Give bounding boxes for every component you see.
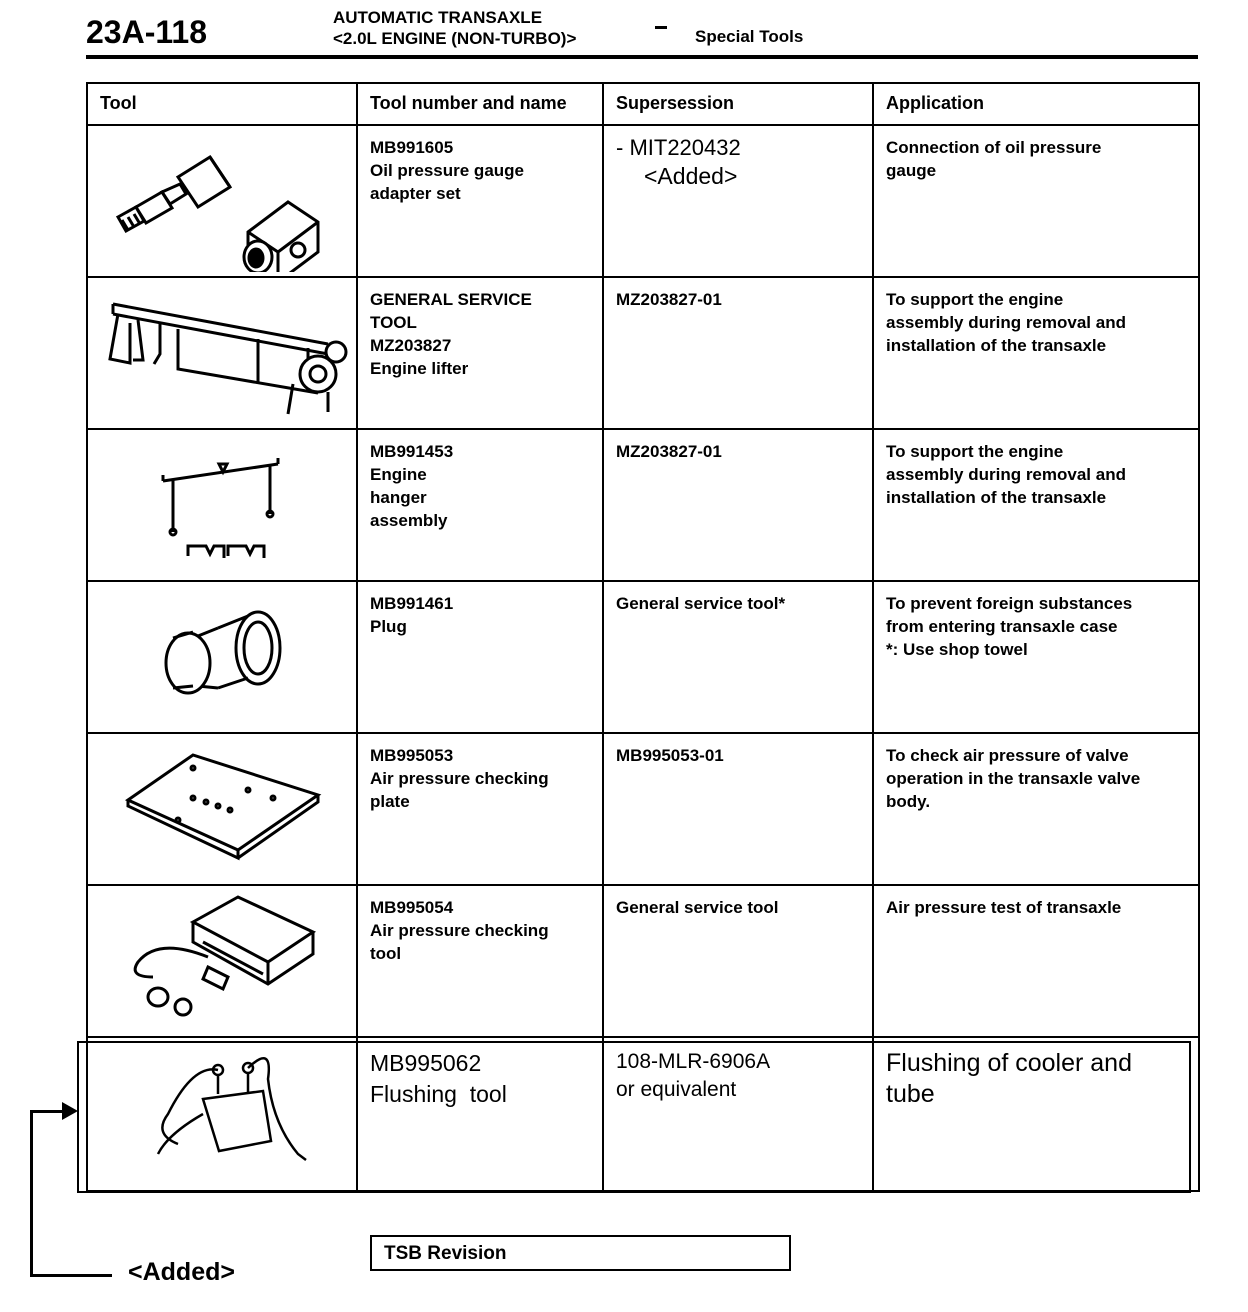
engine-lifter-illustration [98,284,348,424]
special-tools-table [86,82,1200,1192]
application-text: operation in the transaxle valve [886,769,1141,788]
tool-number-cell [357,885,603,1037]
supersession-value: General service tool [616,898,779,917]
application-cell [873,1037,1199,1191]
tool-number-cell [357,733,603,885]
supersession-cell [603,885,873,1037]
tool-image-cell [87,125,357,277]
engine-hanger-illustration [98,436,348,576]
supersession-cell [603,581,873,733]
application-cell [873,733,1199,885]
tool-name: GENERAL SERVICE [370,290,532,309]
application-text: assembly during removal and [886,313,1126,332]
tool-name: hanger [370,488,427,507]
tool-number-cell [357,125,603,277]
table-row [87,581,1199,733]
application-text: body. [886,792,931,811]
application-cell [873,581,1199,733]
air-pressure-plate-illustration [98,740,348,880]
tool-number-cell [357,277,603,429]
application-text: installation of the transaxle [886,336,1107,355]
table-row [87,125,1199,277]
tool-number-cell [357,1037,603,1191]
added-label: <Added> [128,1258,235,1286]
tool-image-cell [87,733,357,885]
tool-image-cell [87,581,357,733]
table-header-row [87,83,1199,125]
tool-name: TOOL [370,313,417,332]
plug-illustration [98,588,348,728]
tool-name: assembly [370,511,448,530]
table-row-added [87,1037,1199,1191]
table-row [87,277,1199,429]
page-number: 23A-118 [86,14,207,50]
application-text: Flushing of cooler and [886,1049,1132,1077]
supersession-cell [603,1037,873,1191]
supersession-value: General service tool* [616,594,786,613]
supersession-value: MB995053-01 [616,746,724,765]
application-text: To prevent foreign substances [886,594,1133,613]
tool-image-cell [87,277,357,429]
tool-number: MZ203827 [370,336,452,355]
tool-name: plate [370,792,410,811]
application-text: installation of the transaxle [886,488,1107,507]
supersession-cell [603,429,873,581]
supersession-cell [603,733,873,885]
application-text: To support the engine [886,290,1064,309]
supersession-value: MZ203827-01 [616,442,722,461]
column-header-supersession: Supersession [603,83,873,125]
tool-number-cell [357,429,603,581]
supersession-value: 108-MLR-6906A [616,1050,771,1073]
application-text: assembly during removal and [886,465,1126,484]
application-text: To check air pressure of valve [886,746,1129,765]
tool-number: MB991461 [370,594,454,613]
table-row [87,733,1199,885]
application-text: from entering transaxle case [886,617,1118,636]
header-dash [655,26,667,29]
tool-number: MB991605 [370,138,454,157]
added-bracket-top [30,1110,64,1113]
tool-number: MB995062 [370,1050,482,1076]
oil-pressure-adapter-illustration [98,132,348,272]
supersession-value: - MIT220432 [616,135,741,160]
application-cell [873,125,1199,277]
added-bracket-vertical [30,1110,33,1276]
supersession-value: MZ203827-01 [616,290,722,309]
application-text: Air pressure test of transaxle [886,898,1122,917]
tool-number: MB995054 [370,898,454,917]
table-row [87,429,1199,581]
tool-name: Plug [370,617,407,636]
added-bracket-bottom [30,1274,112,1277]
application-cell [873,277,1199,429]
supersession-cell [603,277,873,429]
tool-name: Air pressure checking [370,921,549,940]
column-header-tool: Tool [87,83,357,125]
tool-name: adapter set [370,184,461,203]
column-header-application: Application [873,83,1199,125]
header-rule [86,55,1198,59]
tool-name: Air pressure checking [370,769,549,788]
application-cell [873,429,1199,581]
application-text: gauge [886,161,937,180]
tool-name: Engine [370,465,427,484]
application-cell [873,885,1199,1037]
tsb-revision-box: TSB Revision [370,1235,791,1271]
tool-image-cell [87,885,357,1037]
tool-name: Engine lifter [370,359,469,378]
tool-name: tool [370,944,402,963]
application-text: tube [886,1080,935,1108]
tool-number: MB991453 [370,442,454,461]
application-text: Connection of oil pressure [886,138,1102,157]
application-text: *: Use shop towel [886,640,1028,659]
header-title-line1: AUTOMATIC TRANSAXLE [333,8,543,27]
tool-name: Flushing tool [370,1081,507,1107]
column-header-tool-number: Tool number and name [357,83,603,125]
tool-number: MB995053 [370,746,454,765]
application-text: To support the engine [886,442,1064,461]
air-pressure-tool-illustration [98,892,348,1032]
flushing-tool-illustration [98,1044,348,1184]
tool-number-cell [357,581,603,733]
tool-image-cell [87,429,357,581]
header-title [333,7,576,49]
table-row [87,885,1199,1037]
tool-image-cell [87,1037,357,1191]
header-section: Special Tools [695,27,804,46]
header-title-line2: <2.0L ENGINE (NON-TURBO)> [333,29,577,48]
tool-name: Oil pressure gauge [370,161,524,180]
added-note: <Added> [644,163,738,189]
supersession-cell [603,125,873,277]
supersession-value: or equivalent [616,1078,737,1101]
arrow-right-icon [62,1102,78,1120]
